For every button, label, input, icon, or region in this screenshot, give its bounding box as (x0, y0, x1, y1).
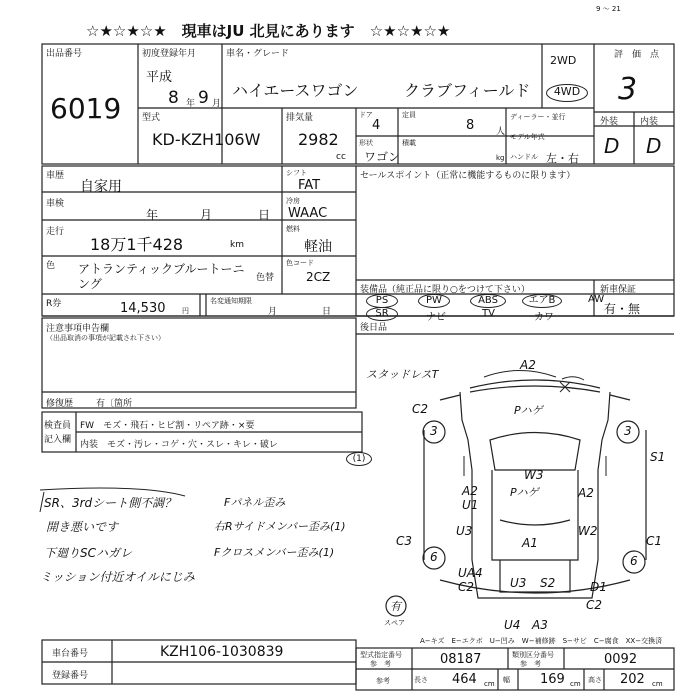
ac-value: WAAC (288, 206, 328, 221)
equip-navi: ナビ (426, 312, 446, 323)
body-value: ワゴン (364, 150, 401, 164)
mark-s2: S2 (540, 576, 556, 590)
mark-a2-right: A2 (578, 486, 594, 500)
recycle-unit: 円 (182, 307, 189, 315)
height-unit: cm (652, 680, 663, 688)
handnote-6: 右Rサイドメンバー歪み(1) (214, 520, 346, 533)
reg-year: 8 (168, 88, 179, 108)
header-banner: ☆★☆★☆★ 現車はJU 北見にあります ☆★☆★☆★ (86, 22, 451, 40)
color-label: 色 (46, 261, 56, 271)
displacement-unit: cc (336, 152, 346, 162)
recycle-value: 14,530 (120, 301, 166, 316)
length-label: 長さ (414, 676, 428, 684)
displacement-label: 排気量 (286, 113, 314, 123)
history-value: 自家用 (80, 179, 122, 195)
class-value: 0092 (604, 652, 638, 667)
mark-u4: U4 (504, 618, 521, 632)
tire-rl: 6 (430, 550, 438, 564)
spare-mark: 有 (390, 600, 401, 613)
mark-u3-left: U3 (456, 524, 473, 538)
notice-month: 月 (268, 307, 278, 317)
repair-value: 有〔箇所 (96, 399, 133, 409)
height-label: 高さ (588, 676, 602, 684)
mark-w3: W3 (524, 468, 544, 482)
notes-label: 注意事項申告欄 (46, 324, 110, 334)
class-sub: 参 考 (520, 660, 541, 668)
inspector-int-mark: (1) (346, 452, 372, 466)
exterior-grade: D (604, 134, 620, 158)
color-code-label: 色コード (286, 259, 314, 267)
mark-p-hage-1: Pハゲ (514, 404, 543, 417)
reg-month-unit: 月 (212, 99, 222, 109)
equip-leather: カワ (534, 312, 554, 323)
handle-options: 左・右 (546, 152, 579, 165)
type-no-label: 型式指定番号 (360, 651, 402, 659)
model-year-label: モデル年式 (510, 133, 545, 141)
mark-c2-rr: C2 (586, 598, 603, 612)
chassis-label: 車台番号 (52, 649, 89, 659)
mileage-label: 走行 (46, 227, 65, 237)
dealer-label: ディーラー・並行 (510, 113, 566, 121)
damage-legend: A−キズ E−エクボ U−凹み W−補修跡 S−サビ C−腐食 XX−交換済 (420, 637, 663, 645)
handnote-3: 下廻りSCハガレ (44, 546, 132, 560)
fuel-value: 軽油 (304, 239, 332, 255)
first-reg-label: 初度登録年月 (142, 49, 197, 59)
mark-c3: C3 (396, 534, 413, 548)
inspector-int-row: 内装 モズ・汚レ・コゲ・穴・スレ・キレ・破レ (80, 440, 278, 450)
equip-sr: SR (366, 307, 398, 321)
notice-label: 名変通知期限 (210, 297, 252, 305)
mark-w2: W2 (578, 524, 598, 538)
diagram-top-note: スタッドレスT (366, 368, 439, 381)
color-value: アトランティックブルートーニング (78, 262, 245, 291)
equip-airbag: エアB (522, 294, 562, 308)
mark-ua4: UA4 (458, 566, 483, 580)
body-label: 形状 (359, 139, 373, 147)
model-label: 型式 (142, 113, 161, 123)
repair-label: 修復歴 (46, 399, 74, 409)
interior-grade: D (646, 134, 662, 158)
equip-tv: TV (482, 308, 495, 319)
ref-label: 参考 (376, 677, 390, 685)
equipment-label: 装備品（純正品に限り○をつけて下さい） (360, 285, 530, 295)
manual-value: 有・無 (604, 302, 641, 316)
equip-aw: AW (588, 294, 605, 305)
inspector-label-1: 検査員 (44, 421, 72, 431)
car-grade: クラブフィールド (404, 81, 531, 100)
class-label: 類別区分番号 (512, 651, 554, 659)
handnote-1: SR、3rdシート側不調？ (44, 496, 177, 510)
width-label: 幅 (503, 676, 510, 684)
inspector-fw-row: FW モズ・飛石・ヒビ割・リペア跡・×要 (80, 421, 255, 431)
load-unit: kg (496, 154, 505, 162)
mark-u1: U1 (462, 498, 479, 512)
recycle-label: R券 (46, 299, 62, 309)
chassis-value: KZH106-1030839 (160, 644, 284, 660)
handnote-2: 開き悪いです (46, 520, 119, 534)
sales-point-label: セールスポイント（正常に機能するものに限ります） (360, 171, 576, 181)
tire-fl: 3 (430, 424, 438, 438)
shift-label: シフト (286, 169, 307, 177)
height-value: 202 (620, 672, 645, 687)
displacement-value: 2982 (298, 130, 339, 149)
tire-rr: 6 (630, 554, 638, 568)
equip-ps: PS (366, 294, 398, 308)
drive-2wd: 2WD (550, 54, 577, 67)
mark-a1: A1 (522, 536, 538, 550)
handnote-7: Fクロスメンバー歪み(1) (214, 546, 335, 559)
width-value: 169 (540, 672, 565, 687)
length-unit: cm (484, 680, 495, 688)
capacity-unit: 人 (496, 127, 506, 137)
equip-abs: ABS (470, 294, 506, 308)
drive-4wd-circled: 4WD (546, 84, 588, 102)
reg-month: 9 (198, 88, 209, 108)
reg-year-unit: 年 (186, 99, 196, 109)
lot-label: 出品番号 (46, 49, 83, 59)
tire-fr: 3 (624, 424, 632, 438)
doors-label: ドア (359, 111, 373, 119)
color-code-value: 2CZ (306, 270, 331, 284)
load-label: 積載 (402, 139, 416, 147)
plate-label: 登録番号 (52, 671, 89, 681)
car-name: ハイエースワゴン (232, 81, 359, 100)
mark-u3: U3 (510, 576, 527, 590)
handnote-4: ミッション付近オイルにじみ (40, 570, 195, 584)
spare-label: スペア (384, 619, 405, 627)
handnote-5: Fパネル歪み (224, 496, 286, 509)
capacity-label: 定員 (402, 111, 416, 119)
lot-number: 6019 (50, 92, 122, 125)
handle-label: ハンドル (510, 153, 538, 161)
capacity-value: 8 (466, 118, 475, 133)
mark-a2-top: A2 (520, 358, 536, 372)
width-unit: cm (570, 680, 581, 688)
type-no-value: 08187 (440, 652, 482, 667)
corner-note: 9 〜 21 (596, 5, 621, 13)
mark-s1: S1 (650, 450, 666, 464)
mark-c1: C1 (646, 534, 663, 548)
inspection-year: 年 (146, 208, 159, 222)
history-label: 車歴 (46, 171, 65, 181)
doors-value: 4 (372, 118, 381, 133)
ac-label: 冷房 (286, 197, 300, 205)
era: 平成 (146, 70, 173, 85)
mark-a2-left: A2 (462, 484, 478, 498)
shift-value: FAT (298, 178, 321, 193)
exterior-label: 外装 (600, 117, 619, 127)
equip-pw: PW (418, 294, 450, 308)
mark-d1: D1 (590, 580, 607, 594)
type-no-sub: 参 考 (370, 660, 391, 668)
fuel-label: 燃料 (286, 225, 300, 233)
interior-label: 内装 (640, 117, 659, 127)
mileage-value: 18万1千428 (90, 235, 184, 254)
mark-p-hage-2: Pハゲ (510, 486, 539, 499)
color-change-label: 色替 (256, 273, 275, 283)
inspection-label: 車検 (46, 199, 65, 209)
model-value: KD-KZH106W (152, 130, 261, 149)
manual-label: 新車保証 (600, 285, 637, 295)
inspection-day: 日 (258, 208, 271, 222)
rear-seat-label: 後日品 (360, 323, 388, 333)
rating-score: 3 (618, 72, 638, 107)
mark-a3: A3 (532, 618, 548, 632)
inspection-month: 月 (200, 208, 213, 222)
inspector-label-2: 記入欄 (44, 435, 72, 445)
notice-day: 日 (322, 307, 332, 317)
rating-label: 評 価 点 (614, 50, 660, 60)
mark-c2-left: C2 (412, 402, 429, 416)
notes-sub: （出品取消の事項が記載され下さい） (46, 334, 165, 342)
mark-c2-rear: C2 (458, 580, 475, 594)
car-name-label: 車名・グレード (226, 49, 290, 59)
mileage-unit: km (230, 240, 244, 250)
length-value: 464 (452, 672, 477, 687)
